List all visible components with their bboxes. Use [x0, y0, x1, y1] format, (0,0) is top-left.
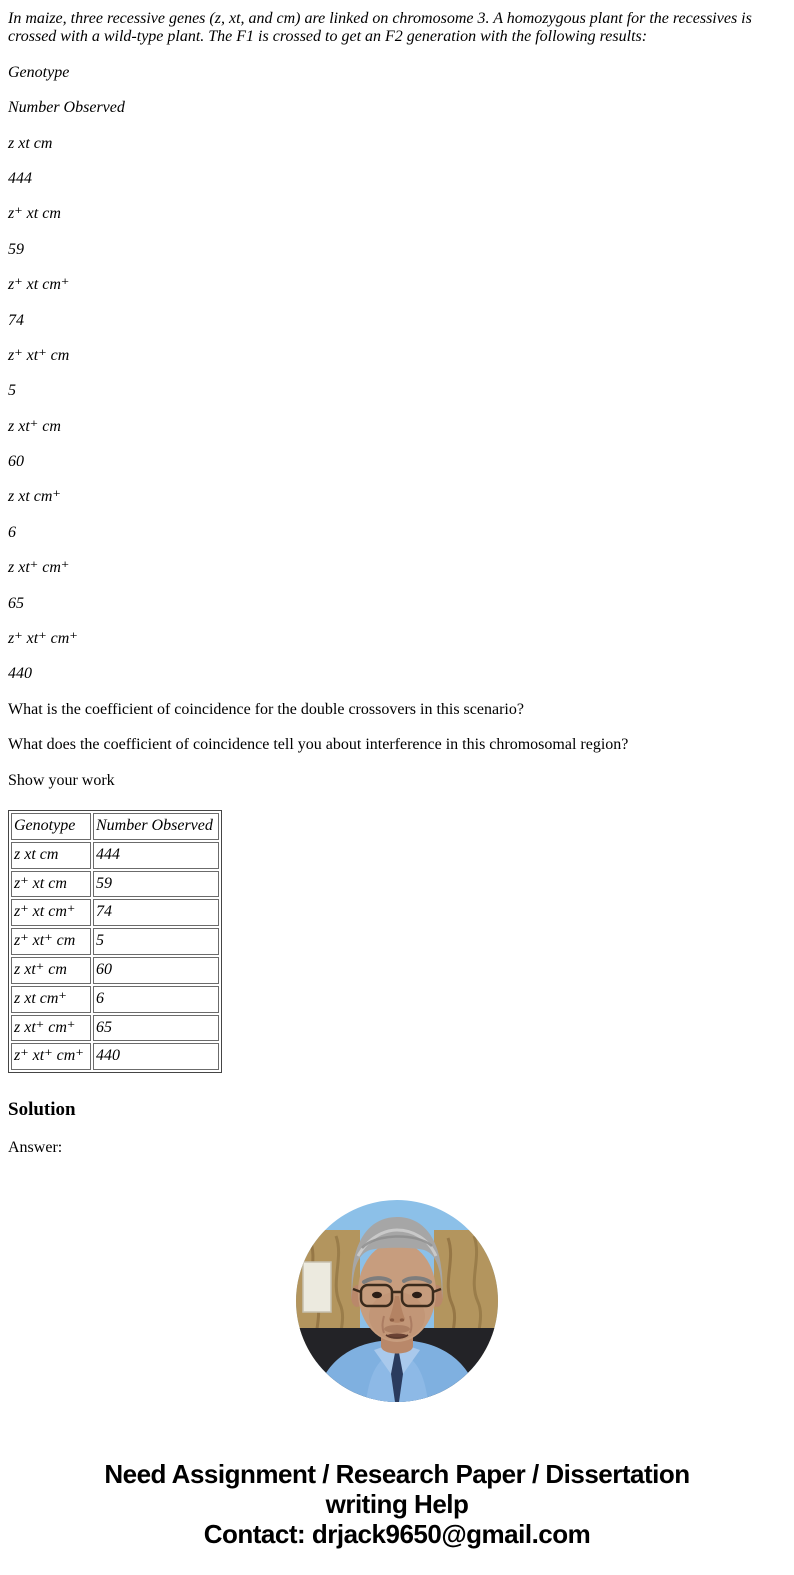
table-row	[11, 842, 219, 869]
footer-line: writing Help	[325, 1488, 469, 1519]
count-line: 5	[8, 382, 16, 400]
table-row	[11, 899, 219, 926]
footer-contact-email: Contact: drjack9650@gmail.com	[203, 1518, 591, 1549]
cell-count: 444	[93, 842, 219, 869]
cell-genotype: z xt⁺ cm⁺	[11, 1015, 91, 1042]
cell-genotype: z xt⁺ cm	[11, 957, 91, 984]
cell-genotype: z⁺ xt cm	[11, 871, 91, 898]
table-row	[11, 986, 219, 1013]
genotype-line: z⁺ xt⁺ cm	[8, 346, 70, 364]
genotype-line: z xt⁺ cm⁺	[8, 559, 70, 577]
count-line: 59	[8, 240, 24, 258]
cell-count: 74	[93, 899, 219, 926]
list-number-header: Number Observed	[8, 99, 125, 117]
question-interference: What does the coefficient of coincidence tell you about interference in this chromosomal region?	[8, 736, 629, 754]
table-row	[11, 871, 219, 898]
solution-heading: Solution	[8, 1099, 76, 1121]
answer-label: Answer:	[8, 1139, 63, 1157]
genotype-line: z xt cm	[8, 134, 53, 152]
list-genotype-header: Genotype	[8, 63, 70, 81]
count-line: 65	[8, 594, 24, 612]
count-line: 74	[8, 311, 24, 329]
cell-count: 60	[93, 957, 219, 984]
table-row	[11, 1043, 219, 1070]
cell-count: 65	[93, 1015, 219, 1042]
count-line: 60	[8, 453, 24, 471]
question-coefficient: What is the coefficient of coincidence for the double crossovers in this scenario?	[8, 700, 524, 718]
cell-count: 440	[93, 1043, 219, 1070]
table-header-row	[11, 813, 219, 840]
genotype-table	[8, 810, 222, 1073]
count-line: 6	[8, 523, 16, 541]
tutor-avatar-container	[8, 1200, 786, 1407]
footer-line: Need Assignment / Research Paper / Dissertation	[104, 1458, 690, 1489]
problem-statement: In maize, three recessive genes (z, xt, and cm) are linked on chromosome 3. A homozygous plant for the recessives is crossed with a wild-type plant. The F1 is crossed to get an F2 generation with the following results:	[8, 10, 752, 46]
cell-genotype: z⁺ xt cm⁺	[11, 899, 91, 926]
cell-genotype: z⁺ xt⁺ cm	[11, 928, 91, 955]
col-header-number: Number Observed	[93, 813, 219, 840]
genotype-line: z⁺ xt cm	[8, 205, 61, 223]
cell-genotype: z xt cm	[11, 842, 91, 869]
cell-count: 59	[93, 871, 219, 898]
genotype-line: z⁺ xt⁺ cm⁺	[8, 630, 78, 648]
col-header-genotype: Genotype	[11, 813, 91, 840]
genotype-line: z xt⁺ cm	[8, 417, 61, 435]
show-your-work: Show your work	[8, 771, 115, 789]
footer-banner	[8, 1459, 786, 1549]
count-line: 440	[8, 665, 32, 683]
cell-count: 5	[93, 928, 219, 955]
table-row	[11, 1015, 219, 1042]
table-row	[11, 928, 219, 955]
genotype-line: z xt cm⁺	[8, 488, 61, 506]
tutor-photo	[296, 1200, 498, 1402]
cell-genotype: z xt cm⁺	[11, 986, 91, 1013]
cell-count: 6	[93, 986, 219, 1013]
genotype-line: z⁺ xt cm⁺	[8, 276, 70, 294]
count-line: 444	[8, 169, 32, 187]
table-row	[11, 957, 219, 984]
cell-genotype: z⁺ xt⁺ cm⁺	[11, 1043, 91, 1070]
